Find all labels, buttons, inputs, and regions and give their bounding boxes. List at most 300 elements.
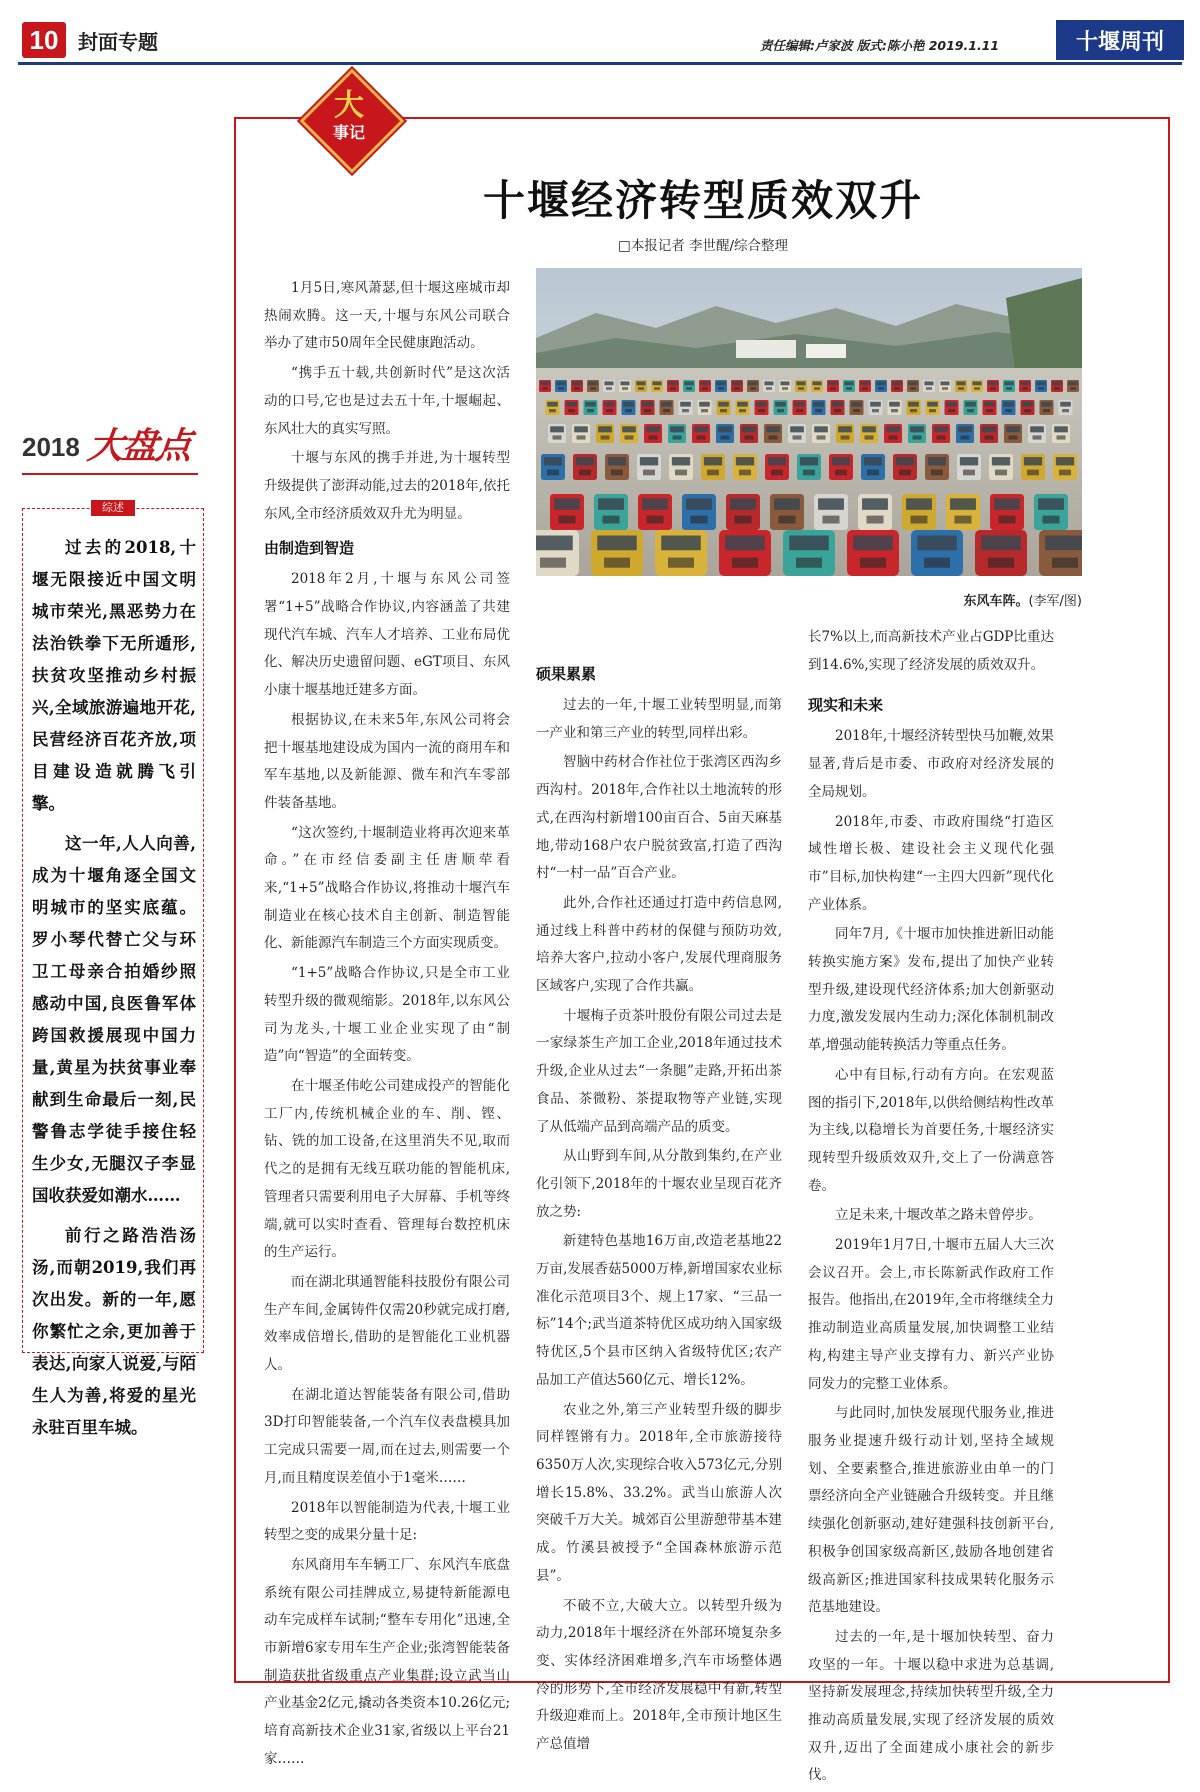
- truck-windshield: [972, 381, 981, 385]
- truck-grille: [604, 558, 630, 568]
- truck-grille: [647, 516, 664, 524]
- sidebar-brand-title: 大盘点: [85, 425, 192, 467]
- truck-windshield: [992, 457, 1010, 465]
- article-paragraph: “携手五十载,共创新时代”是这次活动的口号,它也是过去五十年,十堰崛起、东风壮大的真实写照。: [264, 365, 510, 437]
- truck-windshield: [672, 457, 690, 465]
- truck-windshield: [862, 426, 876, 432]
- truck-windshield: [927, 402, 938, 407]
- truck-grille: [718, 387, 724, 390]
- truck-grille: [817, 435, 826, 439]
- truck-grille: [846, 387, 852, 390]
- truck-grille: [622, 387, 628, 390]
- truck-grille: [542, 387, 548, 390]
- truck-windshield: [813, 402, 824, 407]
- article-column-1: [264, 275, 510, 1776]
- truck-grille: [682, 409, 689, 412]
- truck-grille: [942, 387, 948, 390]
- truck-windshield: [588, 381, 597, 385]
- truck-grille: [734, 387, 740, 390]
- truck-grille: [990, 387, 996, 390]
- truck-windshield: [1054, 426, 1068, 432]
- article-paragraph: 不破不立,大破大立。以转型升级为动力,2018年十堰经济在外部环境复杂多变、实体经济困难增多,汽车市场整体遇冷的形势下,全市经济发展稳中有新,转型升级迎难而上。2018年,全市预计地区生产总值增: [536, 1597, 782, 1753]
- truck-grille: [867, 470, 879, 476]
- truck-grille: [611, 470, 623, 476]
- truck-grille: [1024, 409, 1031, 412]
- truck-windshield: [766, 426, 780, 432]
- article-paragraph: 在湖北道达智能装备有限公司,借助3D打印智能装备,一个汽车仪表盘模具加工完成只需要一周,而在过去,则需要一个月,而且精度误差值小于1毫米……: [264, 1386, 510, 1486]
- truck-windshield: [1030, 426, 1044, 432]
- truck-windshield: [694, 426, 708, 432]
- truck-windshield: [1045, 536, 1082, 551]
- truck-windshield: [838, 426, 852, 432]
- truck-windshield: [1006, 426, 1020, 432]
- article-paragraph: 根据协议,在未来5年,东风公司将会把十堰基地建设成为国内一流的商用车和军车基地,以及新能源、微车和汽车零部件装备基地。: [264, 711, 510, 811]
- article-column-2: [536, 654, 782, 1761]
- editor-credit: 责任编辑:卢家波 版式:陈小艳 2019.1.11: [760, 38, 1000, 53]
- truck-windshield: [598, 498, 624, 510]
- truck-windshield: [958, 426, 972, 432]
- article-paragraph: 1月5日,寒风萧瑟,但十堰这座城市却热闹欢腾。这一天,十堰与东风公司联合举办了建市50周年全民健康跑活动。: [264, 280, 510, 352]
- article-column-3: [808, 624, 1054, 1792]
- article-paragraph: “1+5”战略合作协议,只是全市工业转型升级的微观缩影。2018年,以东风公司为龙头,十堰工业企业实现了由“制造”向“智造”的全面转变。: [264, 965, 510, 1065]
- article-paragraph: 农业之外,第三产业转型升级的脚步同样铿锵有力。2018年,全市旅游接待6350万人次,实现综合收入573亿元,分别增长15.8%、33.2%。武当山旅游人次突破千万大关。城郊百公里游憩带基本建成。竹溪县被授予“全国森林旅游示范县”。: [536, 1401, 782, 1584]
- truck-windshield: [800, 457, 818, 465]
- truck-windshield: [547, 402, 558, 407]
- truck-windshield: [946, 402, 957, 407]
- article-paragraph: 2018年2月,十堰与东风公司签署“1+5”战略合作协议,内容涵盖了共建现代汽车城、汽车人才培养、工业布局优化、解决历史遗留问题、eGT项目、东风小康十堰基地迁建多方面。: [264, 571, 510, 699]
- truck-grille: [697, 435, 706, 439]
- truck-windshield: [994, 498, 1020, 510]
- truck-grille: [948, 409, 955, 412]
- truck-windshield: [1003, 402, 1014, 407]
- truck-grille: [675, 470, 687, 476]
- sidebar-paragraph: 前行之路浩浩汤汤,而朝2019,我们再次出发。新的一年,愿你繁忙之余,更加善于表达,向家人说爱,与陌生人为善,将爱的星光永驻百里车城。: [32, 1226, 196, 1437]
- truck-grille: [999, 516, 1016, 524]
- truck-windshield: [686, 498, 712, 510]
- sidebar-year: 2018: [22, 432, 80, 462]
- masthead-logo: 十堰周刊: [1056, 20, 1184, 60]
- truck-windshield: [812, 381, 821, 385]
- truck-windshield: [1052, 381, 1061, 385]
- truck-grille: [1070, 387, 1076, 390]
- truck-windshield: [796, 381, 805, 385]
- truck-windshield: [876, 381, 885, 385]
- article-paragraph: 智脑中药材合作社位于张湾区西沟乡西沟村。2018年,合作社以土地流转的形式,在西沟村新增100亩百合、5亩天麻基地,带动168户农户脱贫致富,打造了西沟村“一村一品”百合产业。: [536, 754, 782, 882]
- truck-grille: [547, 470, 559, 476]
- truck-windshield: [544, 457, 562, 465]
- masthead-rule: [18, 62, 1182, 65]
- truck-grille: [720, 409, 727, 412]
- article-paragraph: 十堰与东风的携手并进,为十堰转型升级提供了澎湃动能,过去的2018年,依托东风,全市经济质效双升尤为明显。: [264, 450, 510, 522]
- truck-windshield: [1041, 402, 1052, 407]
- truck-grille: [771, 470, 783, 476]
- subheading-future: 现实和未来: [808, 696, 884, 715]
- truck-windshield: [892, 381, 901, 385]
- truck-grille: [1062, 409, 1069, 412]
- truck-windshield: [1020, 381, 1029, 385]
- truck-grille: [549, 409, 556, 412]
- truck-windshield: [870, 402, 881, 407]
- truck-windshield: [597, 536, 637, 551]
- truck-windshield: [652, 381, 661, 385]
- truck-grille: [638, 387, 644, 390]
- truck-grille: [625, 435, 634, 439]
- truck-grille: [910, 409, 917, 412]
- event-badge: [301, 70, 397, 166]
- truck-grille: [758, 409, 765, 412]
- truck-grille: [553, 435, 562, 439]
- truck-grille: [1022, 387, 1028, 390]
- truck-windshield: [1004, 381, 1013, 385]
- truck-windshield: [789, 536, 829, 551]
- truck-windshield: [889, 402, 900, 407]
- article-paragraph: 此外,合作社还通过打造中药信息网,通过线上科普中药材的保健与预防功效,培养大客户,拉动小客户,发展代理商服务区域客户,实现了合作共赢。: [536, 894, 782, 995]
- truck-grille: [899, 470, 911, 476]
- truck-windshield: [730, 498, 756, 510]
- truck-windshield: [718, 426, 732, 432]
- truck-windshield: [572, 381, 581, 385]
- truck-grille: [769, 435, 778, 439]
- subheading-results: 硕果累累: [536, 665, 597, 683]
- truck-fleet-illustration: [536, 268, 1082, 576]
- truck-grille: [796, 558, 822, 568]
- truck-grille: [587, 409, 594, 412]
- article-byline: □本报记者 李世醒/综合整理: [617, 238, 789, 254]
- truck-windshield: [844, 381, 853, 385]
- truck-windshield: [940, 381, 949, 385]
- truck-grille: [540, 558, 566, 568]
- truck-grille: [732, 558, 758, 568]
- truck-windshield: [768, 457, 786, 465]
- truck-grille: [721, 435, 730, 439]
- truck-grille: [872, 409, 879, 412]
- truck-windshield: [737, 402, 748, 407]
- truck-grille: [668, 558, 694, 568]
- truck-grille: [1057, 435, 1066, 439]
- caption-credit: (李军/图): [1028, 594, 1082, 609]
- truck-windshield: [604, 381, 613, 385]
- truck-windshield: [832, 402, 843, 407]
- article-paragraph: 与此同时,加快发展现代服务业,推进服务业提速升级行动计划,坚持全域规划、全要素整合,推进旅游业由单一的门票经济向全产业链融合升级转变。并且继续强化创新驱动,建好建强科技创新平台,积极争创国家级高新区,鼓励各地创建省级高新区;推进国家科技成果转化服务示范基地建设。: [808, 1405, 1054, 1616]
- truck-grille: [579, 470, 591, 476]
- truck-grille: [814, 387, 820, 390]
- truck-windshield: [732, 381, 741, 385]
- article-paragraph: 而在湖北琪通智能科技股份有限公司生产车间,金属铸件仅需20秒就完成打磨,效率成倍增长,借助的是智能化工业机器人。: [264, 1273, 510, 1374]
- truck-windshield: [623, 402, 634, 407]
- truck-windshield: [540, 381, 549, 385]
- truck-grille: [823, 516, 840, 524]
- truck-windshield: [556, 381, 565, 385]
- truck-windshield: [550, 426, 564, 432]
- truck-windshield: [982, 426, 996, 432]
- article-paragraph: 2018年,市委、市政府围绕“打造区域性增长极、建设社会主义现代化强市”目标,加快构建“一主四大四新”现代化产业体系。: [808, 813, 1054, 913]
- truck-windshield: [661, 536, 701, 551]
- truck-grille: [891, 409, 898, 412]
- truck-grille: [963, 470, 975, 476]
- truck-grille: [777, 409, 784, 412]
- truck-windshield: [988, 381, 997, 385]
- truck-grille: [701, 409, 708, 412]
- truck-grille: [931, 470, 943, 476]
- truck-grille: [1006, 387, 1012, 390]
- truck-grille: [926, 387, 932, 390]
- truck-grille: [910, 387, 916, 390]
- truck-windshield: [574, 426, 588, 432]
- truck-windshield: [536, 536, 573, 551]
- truck-grille: [750, 387, 756, 390]
- truck-grille: [649, 435, 658, 439]
- truck-grille: [691, 516, 708, 524]
- truck-windshield: [642, 402, 653, 407]
- truck-windshield: [604, 402, 615, 407]
- truck-windshield: [862, 498, 888, 510]
- sidebar-paragraph: 这一年,人人向善,成为十堰角逐全国文明城市的坚实底蕴。罗小琴代替亡父与环卫工母亲合拍婚纱照感动中国,良医鲁军体跨国救援展现中国力量,黄星为扶贫事业奉献到生命最后一刻,民警鲁志学徒手接住轻生少女,无腿汉子李显国收获爱如潮水……: [32, 834, 196, 1205]
- section-title: 封面专题: [78, 30, 158, 54]
- truck-grille: [911, 516, 928, 524]
- truck-windshield: [853, 536, 893, 551]
- truck-grille: [974, 387, 980, 390]
- truck-grille: [995, 470, 1007, 476]
- truck-grille: [830, 387, 836, 390]
- article-paragraph: 过去的一年,是十堰加快转型、奋力攻坚的一年。十堰以稳中求进为总基调,坚持新发展理念,持续加快转型升级,全力推动高质量发展,实现了经济发展的质效双升,迈出了全面建成小康社会的新步伐。: [808, 1628, 1054, 1784]
- truck-windshield: [699, 402, 710, 407]
- truck-grille: [1033, 435, 1042, 439]
- truck-grille: [967, 409, 974, 412]
- truck-windshield: [756, 402, 767, 407]
- truck-grille: [815, 409, 822, 412]
- article-paragraph: 2019年1月7日,十堰市五届人大三次会议召开。会上,市长陈新武作政府工作报告。他指出,在2019年,全市将继续全力推动制造业高质量发展,加快调整工业结构,构建主导产业支撑有力、新兴产业协同发力的完整工业体系。: [808, 1237, 1054, 1392]
- truck-grille: [1038, 387, 1044, 390]
- truck-grille: [924, 558, 950, 568]
- truck-grille: [702, 387, 708, 390]
- article-headline: 十堰经济转型质效双升: [482, 176, 923, 225]
- sidebar-tag: 综述: [91, 500, 135, 516]
- truck-grille: [670, 387, 676, 390]
- truck-grille: [606, 387, 612, 390]
- truck-windshield: [814, 426, 828, 432]
- truck-windshield: [718, 402, 729, 407]
- truck-windshield: [1022, 402, 1033, 407]
- truck-grille: [798, 387, 804, 390]
- truck-windshield: [1038, 498, 1064, 510]
- truck-grille: [739, 409, 746, 412]
- truck-grille: [673, 435, 682, 439]
- truck-windshield: [661, 402, 672, 407]
- badge-big-char: 大: [334, 88, 364, 123]
- sidebar-summary: [32, 532, 196, 1444]
- truck-windshield: [680, 402, 691, 407]
- article-paragraph: 过去的一年,十堰工业转型明显,而第一产业和第三产业的转型,同样出彩。: [536, 697, 782, 741]
- truck-grille: [601, 435, 610, 439]
- truck-windshield: [864, 457, 882, 465]
- truck-windshield: [908, 402, 919, 407]
- truck-grille: [985, 435, 994, 439]
- truck-grille: [559, 516, 576, 524]
- truck-windshield: [1060, 402, 1071, 407]
- truck-grille: [1054, 387, 1060, 390]
- sidebar-paragraph: 过去的2018,十堰无限接近中国文明城市荣光,黑恶势力在法治铁拳下无所遁形,扶贫攻坚推动乡村振兴,全域旅游遍地开花,民营经济百花齐放,项目建设造就腾飞引擎。: [32, 538, 196, 813]
- truck-windshield: [716, 381, 725, 385]
- truck-windshield: [981, 536, 1021, 551]
- truck-windshield: [818, 498, 844, 510]
- truck-windshield: [928, 457, 946, 465]
- truck-windshield: [608, 457, 626, 465]
- sidebar-rule: [22, 473, 198, 475]
- page-number: 10: [22, 22, 66, 58]
- truck-grille: [1005, 409, 1012, 412]
- truck-windshield: [642, 498, 668, 510]
- truck-windshield: [585, 402, 596, 407]
- truck-grille: [1027, 470, 1039, 476]
- truck-grille: [867, 516, 884, 524]
- truck-windshield: [775, 402, 786, 407]
- truck-windshield: [896, 457, 914, 465]
- truck-grille: [707, 470, 719, 476]
- truck-windshield: [1056, 457, 1074, 465]
- truck-grille: [558, 387, 564, 390]
- article-paragraph: 长7%以上,而高新技术产业占GDP比重达到14.6%,实现了经济发展的质效双升。: [808, 629, 1054, 673]
- truck-windshield: [1024, 457, 1042, 465]
- truck-grille: [625, 409, 632, 412]
- truck-windshield: [832, 457, 850, 465]
- article-paragraph: 心中有目标,行动有方向。在宏观蓝图的指引下,2018年,以供给侧结构性改革为主线,以稳增长为首要任务,十堰经济实现转型升级质效双升,交上了一份满意答卷。: [808, 1066, 1054, 1194]
- article-paragraph: 东风商用车车辆工厂、东风汽车底盘系统有限公司挂牌成立,易捷特新能源电动车完成样车试制;“整车专用化”迅速,全市新增6家专用车生产企业;张湾智能装备制造获批省级重点产业集群;设立武当山产业基金2亿元,撬动各类资本10.26亿元;培育高新技术企业31家,省级以上平台21家……: [264, 1556, 510, 1767]
- subheading-manufacturing: 由制造到智造: [264, 539, 355, 558]
- truck-windshield: [598, 426, 612, 432]
- photo-caption: [800, 590, 1082, 609]
- truck-windshield: [668, 381, 677, 385]
- truck-grille: [793, 435, 802, 439]
- truck-grille: [860, 558, 886, 568]
- truck-grille: [1059, 470, 1071, 476]
- truck-grille: [606, 409, 613, 412]
- truck-windshield: [960, 457, 978, 465]
- truck-grille: [835, 470, 847, 476]
- truck-grille: [988, 558, 1014, 568]
- article-paragraph: “这次签约,十堰制造业将再次迎来革命。”在市经信委副主任唐顺荦看来,“1+5”战略合作协议,将推动十堰汽车制造业在核心技术自主创新、制造智能化、新能源汽车制造三个方面实现质变。: [264, 824, 510, 952]
- truck-grille: [1043, 516, 1060, 524]
- truck-windshield: [554, 498, 580, 510]
- truck-fleet-photo: [536, 268, 1082, 576]
- truck-grille: [735, 516, 752, 524]
- truck-windshield: [794, 402, 805, 407]
- truck-windshield: [622, 426, 636, 432]
- truck-grille: [782, 387, 788, 390]
- truck-grille: [955, 516, 972, 524]
- truck-windshield: [774, 498, 800, 510]
- badge-small-text: 事记: [332, 123, 365, 142]
- truck-windshield: [1036, 381, 1045, 385]
- truck-grille: [865, 435, 874, 439]
- truck-windshield: [576, 457, 594, 465]
- truck-grille: [568, 409, 575, 412]
- article-paragraph: 从山野到车间,从分散到集约,在产业化引领下,2018年的十堰农业呈现百花齐放之势:: [536, 1148, 782, 1220]
- truck-windshield: [780, 381, 789, 385]
- truck-windshield: [646, 426, 660, 432]
- truck-windshield: [965, 402, 976, 407]
- truck-grille: [894, 387, 900, 390]
- truck-windshield: [908, 381, 917, 385]
- truck-windshield: [640, 457, 658, 465]
- article-paragraph: 2018年,十堰经济转型快马加鞭,效果显著,背后是市委、市政府对经济发展的全局规划。: [808, 728, 1054, 800]
- article-paragraph: 在十堰圣伟屹公司建成投产的智能化工厂内,传统机械企业的车、削、铿、钻、铣的加工设备,在这里消失不见,取而代之的是拥有无线互联功能的智能机床,管理者只需要利用电子大屏幕、手机等终端,就可以实时查看、管理每台数控机床的生产运行。: [264, 1077, 510, 1261]
- truck-grille: [590, 387, 596, 390]
- truck-windshield: [934, 426, 948, 432]
- truck-grille: [853, 409, 860, 412]
- truck-grille: [841, 435, 850, 439]
- truck-grille: [1052, 558, 1078, 568]
- truck-grille: [577, 435, 586, 439]
- truck-grille: [986, 409, 993, 412]
- truck-windshield: [917, 536, 957, 551]
- truck-windshield: [704, 457, 722, 465]
- truck-grille: [929, 409, 936, 412]
- caption-text: 东风车阵。: [963, 594, 1029, 609]
- truck-grille: [834, 409, 841, 412]
- truck-windshield: [636, 381, 645, 385]
- truck-windshield: [684, 381, 693, 385]
- article-paragraph: 同年7月,《十堰市加快推进新旧动能转换实施方案》发布,提出了加快产业转型升级,建设现代经济体系;加大创新驱动力度,激发发展内生动力;深化体制机制改革,增强动能转换活力等重点任务。: [808, 926, 1054, 1054]
- truck-windshield: [910, 426, 924, 432]
- article-paragraph: 2018年以智能制造为代表,十堰工业转型之变的成果分量十足:: [264, 1499, 510, 1544]
- truck-grille: [1043, 409, 1050, 412]
- truck-windshield: [956, 381, 965, 385]
- truck-windshield: [984, 402, 995, 407]
- truck-windshield: [725, 536, 765, 551]
- truck-grille: [686, 387, 692, 390]
- truck-windshield: [748, 381, 757, 385]
- truck-windshield: [670, 426, 684, 432]
- truck-grille: [889, 435, 898, 439]
- truck-grille: [643, 470, 655, 476]
- truck-windshield: [906, 498, 932, 510]
- truck-windshield: [742, 426, 756, 432]
- truck-windshield: [790, 426, 804, 432]
- article-paragraph: 新建特色基地16万亩,改造老基地22万亩,发展香菇5000万棒,新增国家农业标准化示范项目3个、规上17家、“三品一标”14个;武当道茶特优区成功纳入国家级特优区,5个县市区纳入省级特优区;农产品加工产值达560亿元、增长12%。: [536, 1233, 782, 1388]
- truck-grille: [654, 387, 660, 390]
- truck-windshield: [764, 381, 773, 385]
- truck-windshield: [1068, 381, 1077, 385]
- truck-windshield: [950, 498, 976, 510]
- truck-windshield: [924, 381, 933, 385]
- truck-grille: [603, 516, 620, 524]
- truck-grille: [913, 435, 922, 439]
- truck-grille: [803, 470, 815, 476]
- truck-windshield: [700, 381, 709, 385]
- truck-grille: [745, 435, 754, 439]
- truck-grille: [961, 435, 970, 439]
- truck-windshield: [860, 381, 869, 385]
- article-paragraph: 立足未来,十堰改革之路未曾停步。: [835, 1207, 1042, 1224]
- truck-grille: [1009, 435, 1018, 439]
- truck-grille: [766, 387, 772, 390]
- truck-grille: [862, 387, 868, 390]
- truck-grille: [958, 387, 964, 390]
- truck-grille: [739, 470, 751, 476]
- truck-grille: [574, 387, 580, 390]
- truck-grille: [644, 409, 651, 412]
- truck-windshield: [736, 457, 754, 465]
- truck-windshield: [620, 381, 629, 385]
- truck-windshield: [886, 426, 900, 432]
- article-paragraph: 十堰梅子贡茶叶股份有限公司过去是一家绿茶生产加工企业,2018年通过技术升级,企业从过去“一条腿”走路,开拓出茶食品、茶微粉、茶提取物等产业链,实现了从低端产品到高端产品的质变。: [536, 1007, 782, 1135]
- truck-windshield: [566, 402, 577, 407]
- truck-grille: [796, 409, 803, 412]
- truck-grille: [663, 409, 670, 412]
- truck-windshield: [851, 402, 862, 407]
- truck-grille: [878, 387, 884, 390]
- truck-grille: [779, 516, 796, 524]
